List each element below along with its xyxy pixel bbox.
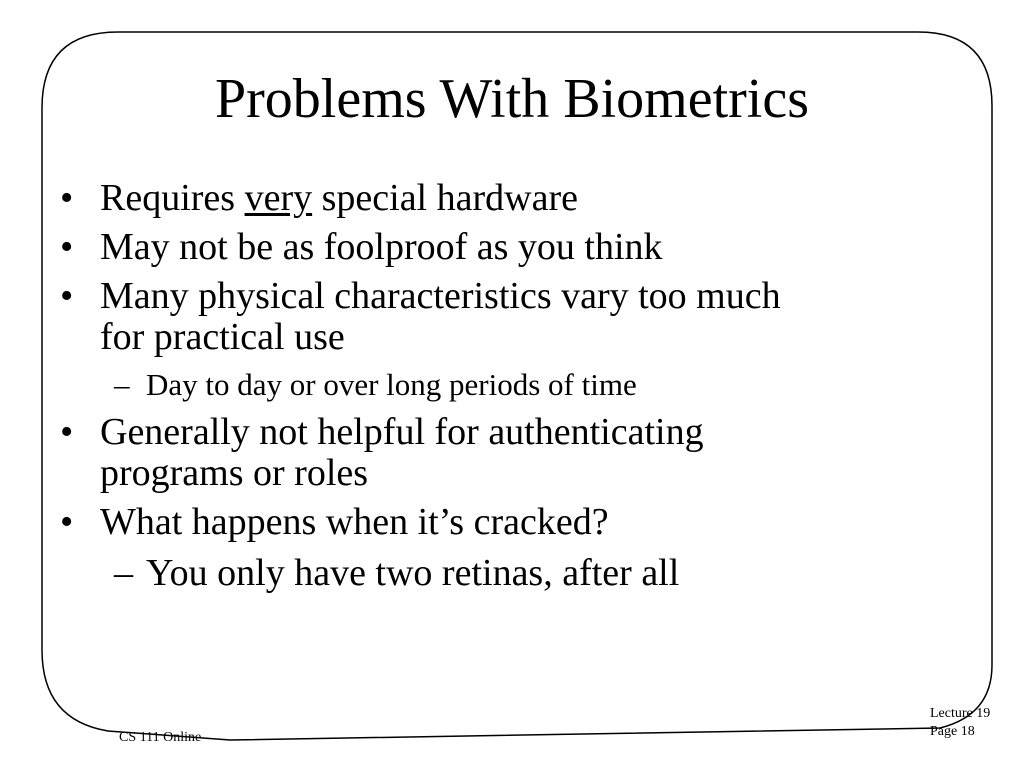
bullet-text-line1: Generally not helpful for authenticating xyxy=(100,411,704,453)
bullet-item-authenticating xyxy=(60,412,940,494)
bullet-text-suffix: special hardware xyxy=(312,177,578,219)
dash-mark: – xyxy=(114,552,133,594)
slide-title: Problems With Biometrics xyxy=(214,68,809,130)
footer-lecture-page xyxy=(930,705,990,741)
bullet-mark: • xyxy=(60,275,74,317)
bullet-text-line1: Many physical characteristics vary too much xyxy=(100,275,781,317)
bullet-text-prefix: Requires xyxy=(100,177,245,219)
dash-mark: – xyxy=(114,367,130,402)
bullet-text-emphasis: very xyxy=(244,177,313,219)
bullet-mark: • xyxy=(60,226,74,268)
bullet-item-characteristics xyxy=(60,276,940,358)
sub-bullet-day-to-day xyxy=(60,366,940,404)
bullet-text: What happens when it’s cracked? xyxy=(100,501,609,543)
sub-bullet-text: Day to day or over long periods of time xyxy=(146,367,637,402)
bullet-text-line2: for practical use xyxy=(100,316,345,358)
bullet-mark: • xyxy=(60,501,74,543)
footer-lecture: Lecture 19 xyxy=(930,706,991,721)
sub-bullet-retinas xyxy=(60,551,940,595)
bullet-list xyxy=(60,178,940,603)
bullet-item-foolproof xyxy=(60,227,940,268)
bullet-item-cracked xyxy=(60,502,940,543)
bullet-text: May not be as foolproof as you think xyxy=(100,226,663,268)
bullet-mark: • xyxy=(60,177,74,219)
bullet-text-line2: programs or roles xyxy=(100,452,369,494)
footer-page: Page 18 xyxy=(930,724,975,739)
sub-bullet-text: You only have two retinas, after all xyxy=(146,552,680,594)
footer-course: CS 111 Online xyxy=(119,730,202,745)
bullet-item-hardware xyxy=(60,178,940,219)
bullet-mark: • xyxy=(60,411,74,453)
